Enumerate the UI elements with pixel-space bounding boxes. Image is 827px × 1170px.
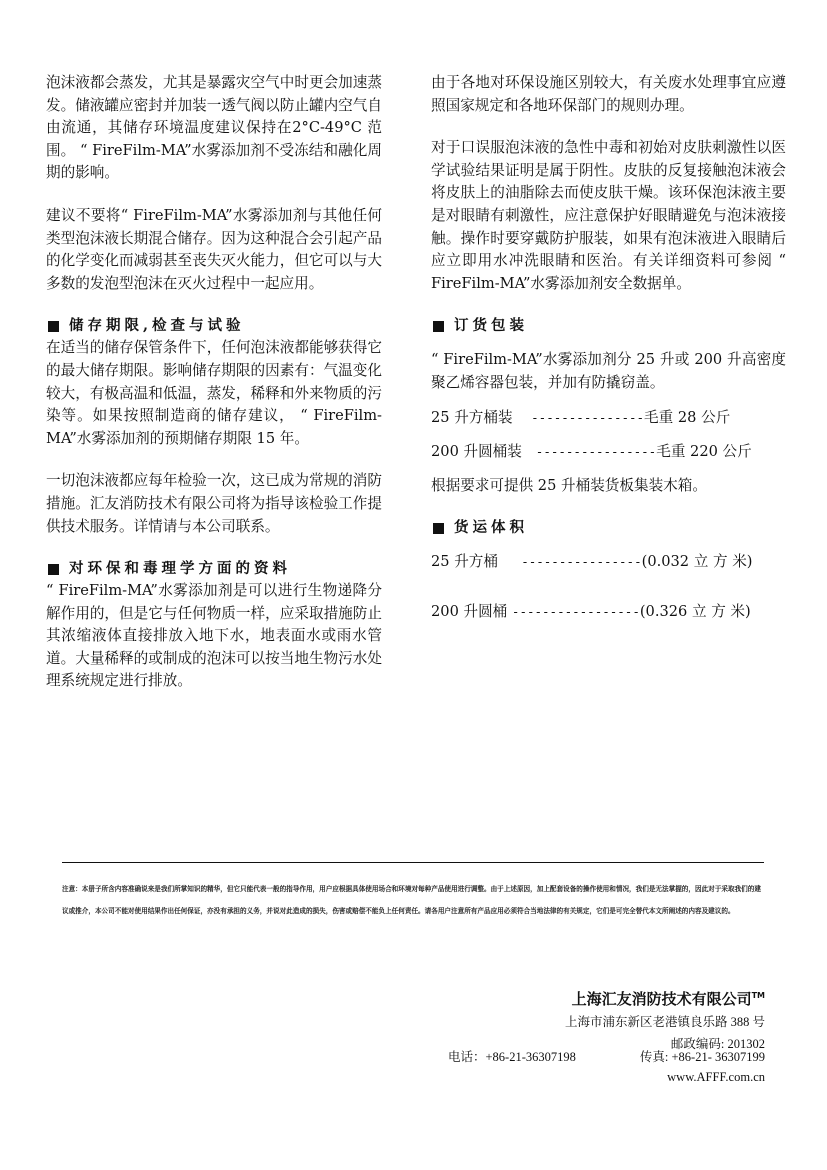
square-bullet-icon — [433, 321, 444, 332]
shelf-life-paragraph: 在适当的储存保管条件下，任何泡沫液都能够获得它的最大储存期限。影响储存期限的因素有：气温变化较大，有极高温和低温，蒸发，稀释和外来物质的污染等。如果按照制造商的储存建议， “ FireFilm-MA”水雾添加剂的预期储存期限 15 年。 — [46, 339, 382, 447]
packaging-paragraph: “ FireFilm-MA”水雾添加剂分 25 升或 200 升高密度聚乙烯容器包装，并加有防撬窃盖。 — [431, 351, 786, 391]
volume-value: (0.032 立 方 米) — [641, 553, 753, 571]
square-bullet-icon — [433, 523, 444, 534]
website-link[interactable]: www.AFFF.com.cn — [667, 1070, 765, 1084]
package-row — [431, 407, 786, 429]
contact-line — [448, 1047, 765, 1065]
trademark-mark: TM — [751, 991, 765, 1000]
pallet-paragraph: 根据要求可提供 25 升桶装货板集装木箱。 — [431, 476, 707, 494]
footer-divider — [62, 862, 764, 863]
volume-label: 200 升圆桶 — [431, 603, 508, 621]
right-column — [431, 72, 786, 623]
biodegradation-paragraph: “ FireFilm-MA”水雾添加剂是可以进行生物递降分解作用的，但是它与任何物质一样，应采取措施防止其浓缩液体直接排放入地下水，地表面水或雨水管道。大量稀释的或制成的泡沫可以按当地生物污水处理系统规定进行排放。 — [46, 582, 382, 690]
fax-number: 传真: +86-21- 36307199 — [639, 1050, 765, 1064]
phone-number: 电话：+86-21-36307198 — [448, 1050, 576, 1064]
disclaimer-note: 注意：本册子所含内容准确说来是我们所掌知识的精华，但它只能代表一般的指导作用，用户应根据具体使用场合和环境对每种产品使用进行调整。由于上述原因，加上配套设备的操作使用和情况，我们是无法掌握的，因此对于采取我们的建议或推介，本公司不能对使用结果作出任何保证，亦没有承担的义务，并说对此造成的损失，伤害或赔偿不能负上任何责任。请各用户注意所有产品应用必须符合当地法律的有关规定，它们是可完全替代本文所阐述的内容及建议的。 — [62, 885, 761, 915]
square-bullet-icon — [48, 564, 59, 575]
section-heading-volume-label: 货运体积 — [454, 519, 528, 537]
volume-label: 25 升方桶 — [431, 553, 498, 571]
leader-dashes: ---------------- — [535, 443, 657, 459]
postcode: 邮政编码: 201302 — [670, 1037, 765, 1051]
section-heading-order — [431, 315, 786, 337]
package-weight: 毛重 220 公斤 — [656, 442, 752, 460]
storage-paragraph: 泡沫液都会蒸发，尤其是暴露灾空气中时更会加速蒸发。储液罐应密封并加装一透气阀以防止罐内空气自由流通，其储存环境温度建议保持在2°C-49°C 范围。 “ FireFilm-MA”水雾添加剂不受冻结和融化周期的影响。 — [46, 74, 382, 182]
company-name — [565, 984, 765, 1011]
mixing-paragraph: 建议不要将“ FireFilm-MA”水雾添加剂与其他任何类型泡沫液长期混合储存。因为这种混合会引起产品的化学变化而减弱甚至丧失灭火能力，但它可以与大多数的发泡型泡沫在灭火过程中一起应用。 — [46, 206, 382, 292]
wastewater-paragraph: 由于各地对环保设施区别较大，有关废水处理事宜应遵照国家规定和各地环保部门的规则办理。 — [431, 74, 786, 114]
company-address: 上海市浦东新区老港镇良乐路 388 号 — [564, 1015, 765, 1029]
section-heading-storage — [46, 315, 382, 337]
package-weight: 毛重 28 公斤 — [644, 408, 731, 426]
section-heading-environment — [46, 558, 382, 580]
package-row — [431, 441, 786, 463]
package-label: 25 升方桶装 — [431, 408, 513, 426]
toxicology-paragraph: 对于口误服泡沫液的急性中毒和初始对皮肤刺激性以医学试验结果证明是属于阴性。皮肤的反复接触泡沫液会将皮肤上的油脂除去而使皮肤干燥。该环保泡沫液主要是对眼睛有刺激性，应注意保护好眼睛避免与泡沫液接触。操作时要穿戴防护服装，如果有泡沫液进入眼睛后应立即用水冲洗眼睛和医治。有关详细资料可参阅 “ FireFilm-MA”水雾添加剂安全数据单。 — [431, 139, 786, 292]
section-heading-order-label: 订货包装 — [454, 317, 528, 335]
leader-dashes: --------------- — [531, 409, 645, 425]
leader-dashes: ---------------- — [521, 554, 642, 570]
inspection-paragraph: 一切泡沫液都应每年检验一次，这已成为常规的消防措施。汇友消防技术有限公司将为指导该检验工作提供技术服务。详情请与本公司联系。 — [46, 472, 382, 535]
leader-dashes: ----------------- — [511, 604, 640, 620]
package-label: 200 升圆桶装 — [431, 442, 522, 460]
section-heading-volume — [431, 517, 786, 539]
volume-row — [431, 551, 786, 573]
left-column — [46, 72, 382, 693]
company-name-text: 上海汇友消防技术有限公司 — [571, 990, 752, 1008]
section-heading-environment-label: 对环保和毒理学方面的资料 — [69, 560, 291, 578]
company-info — [565, 984, 765, 1055]
volume-value: (0.326 立 方 米) — [639, 603, 751, 621]
section-heading-storage-label: 储存期限,检查与试验 — [69, 317, 245, 335]
volume-row — [431, 601, 786, 623]
square-bullet-icon — [48, 321, 59, 332]
